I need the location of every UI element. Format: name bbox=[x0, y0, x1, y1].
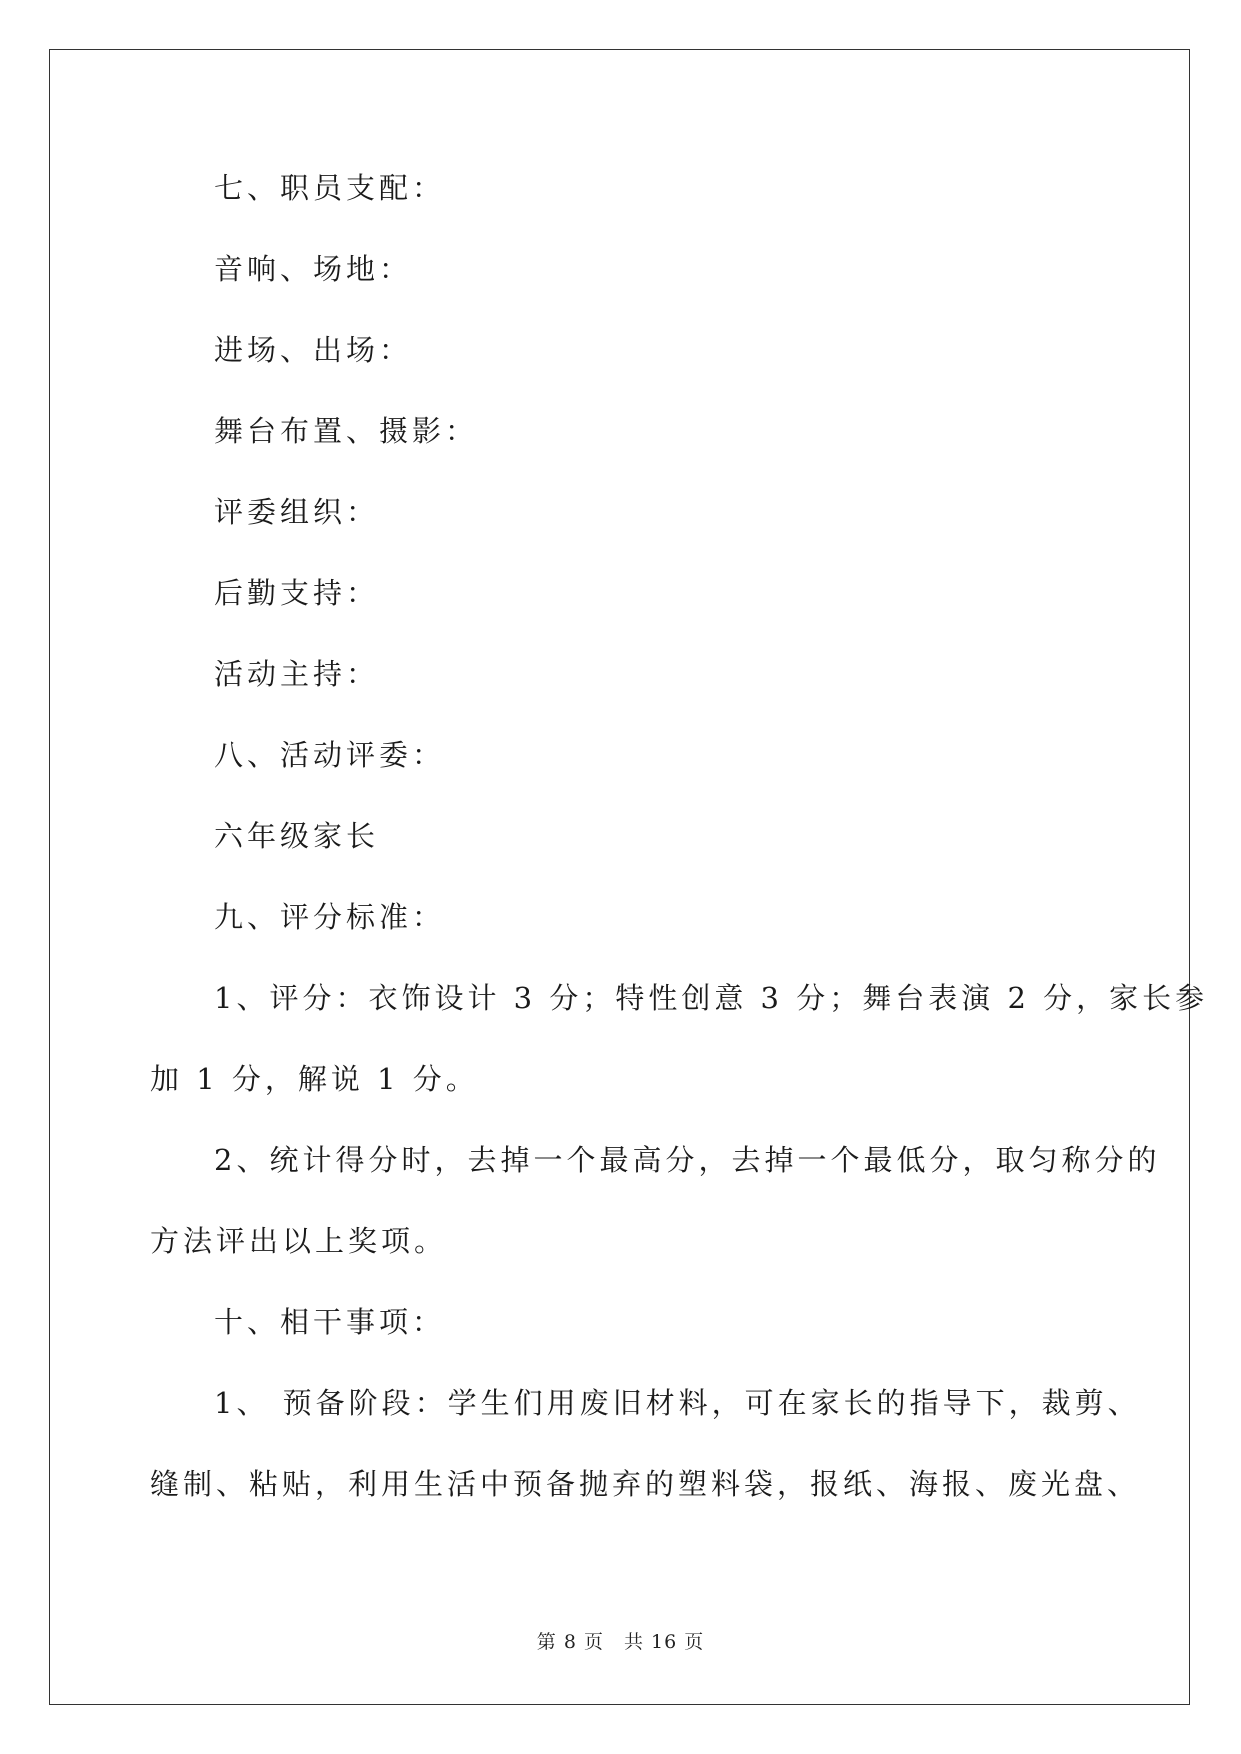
paragraph-line: 方法评出以上奖项。 bbox=[150, 1224, 448, 1258]
paragraph-line: 加 1 分，解说 1 分。 bbox=[150, 1062, 479, 1096]
text-line: 活动主持： bbox=[214, 657, 380, 691]
page-border bbox=[49, 49, 1190, 1705]
text-line: 评委组织： bbox=[214, 495, 380, 529]
text-line: 舞台布置、摄影： bbox=[214, 414, 479, 448]
text-line: 后勤支持： bbox=[214, 576, 380, 610]
paragraph-line: 缝制、粘贴，利用生活中预备抛弃的塑料袋，报纸、海报、废光盘、 bbox=[150, 1467, 1141, 1501]
text-line: 进场、出场： bbox=[214, 333, 413, 367]
paragraph-line: 2、统计得分时，去掉一个最高分，去掉一个最低分，取匀称分的 bbox=[214, 1143, 1161, 1177]
page-number-footer: 第 8 页 共 16 页 bbox=[536, 1631, 705, 1653]
heading-staffing: 七、职员支配： bbox=[214, 171, 446, 205]
heading-judges: 八、活动评委： bbox=[214, 738, 446, 772]
paragraph-line: 1、 预备阶段：学生们用废旧材料，可在家长的指导下，裁剪、 bbox=[214, 1386, 1141, 1420]
text-line: 音响、场地： bbox=[214, 252, 413, 286]
text-line: 六年级家长 bbox=[214, 819, 380, 853]
heading-matters: 十、相干事项： bbox=[214, 1305, 446, 1339]
paragraph-line: 1、评分：衣饰设计 3 分；特性创意 3 分；舞台表演 2 分，家长参 bbox=[214, 981, 1209, 1015]
heading-scoring: 九、评分标准： bbox=[214, 900, 446, 934]
